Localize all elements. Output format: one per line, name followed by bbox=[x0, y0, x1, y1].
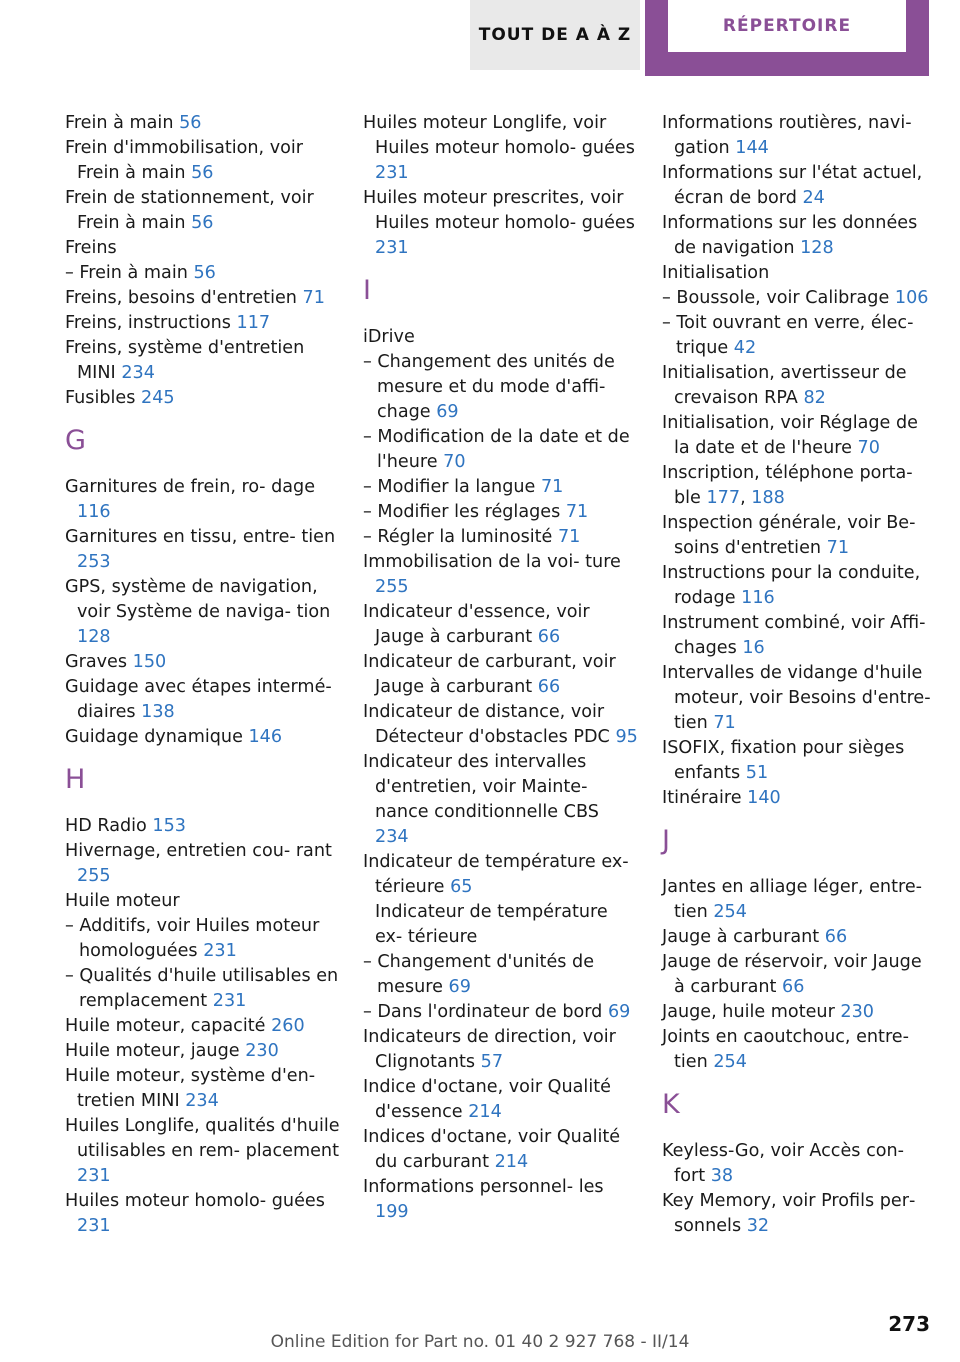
page-number: 273 bbox=[888, 1312, 930, 1336]
entry-text: Initialisation, voir Réglage de la date et de l'heure bbox=[662, 413, 918, 458]
page-reference-link[interactable]: 32 bbox=[746, 1216, 770, 1236]
page-reference-link[interactable]: 66 bbox=[537, 627, 561, 647]
page-reference-link[interactable]: 231 bbox=[77, 1166, 111, 1186]
index-entry bbox=[662, 1000, 937, 1025]
page-reference-link[interactable]: 140 bbox=[747, 788, 781, 808]
page-reference-link[interactable]: 199 bbox=[375, 1202, 409, 1222]
entry-text: Joints en caoutchouc, entre‐ tien bbox=[662, 1027, 909, 1072]
entry-text: Immobilisation de la voi‐ ture bbox=[363, 552, 621, 572]
page-reference-link[interactable]: 66 bbox=[782, 977, 805, 997]
section-letter: G bbox=[65, 425, 86, 456]
entry-text: – Régler la luminosité bbox=[363, 527, 558, 547]
entry-text: Indice d'octane, voir Qualité d'essence bbox=[363, 1077, 611, 1122]
footer-edition: Online Edition for Part no. 01 40 2 927 768 - II/14 bbox=[270, 1332, 690, 1352]
entry-text: – Changement des unités de mesure et du mode d'affi‐ chage bbox=[363, 352, 615, 422]
entry-text: Indicateur de carburant, voir Jauge à carburant bbox=[363, 652, 616, 697]
page-reference-link[interactable]: 255 bbox=[375, 577, 409, 597]
page-reference-link[interactable]: 146 bbox=[248, 727, 283, 747]
index-entry bbox=[363, 850, 638, 900]
page-reference-link[interactable]: 71 bbox=[826, 538, 850, 558]
entry-text: Jauge, huile moteur bbox=[662, 1002, 841, 1022]
index-subentry bbox=[363, 425, 638, 475]
page-reference-link[interactable]: 128 bbox=[77, 627, 111, 647]
entry-text: Huiles moteur homolo‐ guées bbox=[65, 1191, 325, 1211]
page-reference-link[interactable]: 260 bbox=[271, 1016, 305, 1036]
page-reference-link[interactable]: 24 bbox=[802, 188, 825, 208]
page-reference-link[interactable]: 71 bbox=[557, 527, 581, 547]
index-entry bbox=[363, 1125, 638, 1175]
index-entry bbox=[363, 600, 638, 650]
entry-text: Instructions pour la conduite, rodage bbox=[662, 563, 921, 608]
entry-text: – Boussole, voir Calibrage bbox=[662, 288, 895, 308]
entry-text: – Modification de la date et de l'heure bbox=[363, 427, 630, 472]
page-reference-link[interactable]: 128 bbox=[800, 238, 834, 258]
index-subentry bbox=[363, 475, 638, 500]
entry-text: – Qualités d'huile utilisables en remplacement bbox=[65, 966, 339, 1011]
index-entry bbox=[662, 361, 937, 411]
entry-text: Fusibles bbox=[65, 388, 142, 408]
chapter-tab: RÉPERTOIRE bbox=[668, 0, 906, 52]
entry-text: Garnitures de frein, ro‐ dage bbox=[65, 477, 316, 497]
page-reference-link[interactable]: 117 bbox=[236, 313, 271, 333]
page-reference-link[interactable]: 214 bbox=[494, 1152, 529, 1172]
entry-text: Informations sur les données de navigation bbox=[662, 213, 918, 258]
page-reference-link[interactable]: 71 bbox=[302, 288, 325, 308]
page-reference-link[interactable]: 231 bbox=[375, 163, 409, 183]
entry-text: Informations sur l'état actuel, écran de bord bbox=[662, 163, 923, 208]
page-reference-link[interactable]: 188 bbox=[751, 488, 785, 508]
index-entry bbox=[65, 311, 340, 336]
index-entry bbox=[65, 675, 340, 725]
entry-text: Indicateur de distance, voir Détecteur d'obstacles PDC bbox=[363, 702, 616, 747]
entry-text: Indices d'octane, voir Qualité du carburant bbox=[363, 1127, 621, 1172]
entry-text: – Frein à main bbox=[65, 263, 194, 283]
entry-text: Freins bbox=[65, 238, 117, 258]
page-reference-link[interactable]: 69 bbox=[436, 402, 459, 422]
page-reference-link[interactable]: 234 bbox=[375, 827, 409, 847]
page-reference-link[interactable]: 66 bbox=[537, 677, 561, 697]
index-subentry bbox=[65, 261, 340, 286]
page-reference-link[interactable]: 116 bbox=[77, 502, 111, 522]
entry-text: Hivernage, entretien cou‐ rant bbox=[65, 841, 332, 861]
index-entry bbox=[65, 186, 340, 236]
index-entry bbox=[65, 336, 340, 386]
entry-text: Informations personnel‐ les bbox=[363, 1177, 604, 1197]
entry-text: Huile moteur bbox=[65, 891, 180, 911]
page-reference-link[interactable]: 71 bbox=[713, 713, 736, 733]
index-entry bbox=[65, 1189, 340, 1239]
index-entry bbox=[363, 650, 638, 700]
entry-text: Frein de stationnement, voir Frein à main bbox=[65, 188, 314, 233]
entry-text: HD Radio bbox=[65, 816, 153, 836]
index-column-2 bbox=[363, 111, 638, 1225]
entry-text: Huile moteur, capacité bbox=[65, 1016, 272, 1036]
index-entry bbox=[662, 611, 937, 661]
index-subentry bbox=[662, 311, 937, 361]
section-letter: K bbox=[662, 1089, 680, 1120]
page-reference-link[interactable]: 16 bbox=[742, 638, 765, 658]
index-entry bbox=[662, 1189, 937, 1239]
index-column-3 bbox=[662, 111, 937, 1239]
page-reference-link[interactable]: 71 bbox=[540, 477, 564, 497]
page-reference-link[interactable]: 66 bbox=[824, 927, 848, 947]
index-entry bbox=[662, 786, 937, 811]
entry-text: Key Memory, voir Profils per‐ sonnels bbox=[662, 1191, 916, 1236]
page-reference-link[interactable]: 234 bbox=[185, 1091, 219, 1111]
entry-text: – Changement d'unités de mesure bbox=[363, 952, 595, 997]
entry-text: Indicateur d'essence, voir Jauge à carburant bbox=[363, 602, 590, 647]
entry-text: Keyless-Go, voir Accès con‐ fort bbox=[662, 1141, 904, 1186]
index-entry bbox=[662, 1025, 937, 1075]
page-reference-link[interactable]: 70 bbox=[857, 438, 880, 458]
index-entry bbox=[662, 211, 937, 261]
index-entry bbox=[662, 950, 937, 1000]
page-reference-link[interactable]: 51 bbox=[745, 763, 769, 783]
index-entry bbox=[65, 650, 340, 675]
entry-text: Inspection générale, voir Be‐ soins d'entretien bbox=[662, 513, 916, 558]
index-entry bbox=[662, 875, 937, 925]
entry-text: Jauge à carburant bbox=[662, 927, 825, 947]
index-entry bbox=[65, 725, 340, 750]
entry-text: Indicateur des intervalles d'entretien, voir Mainte‐ nance conditionnelle CBS bbox=[363, 752, 599, 822]
entry-text: Freins, instructions bbox=[65, 313, 237, 333]
entry-text: – Modifier les réglages bbox=[363, 502, 566, 522]
entry-text: GPS, système de navigation, voir Système de naviga‐ tion bbox=[65, 577, 331, 622]
page-reference-link[interactable]: 38 bbox=[710, 1166, 734, 1186]
index-entry bbox=[662, 661, 937, 736]
index-subentry bbox=[363, 350, 638, 425]
entry-text: Freins, système d'entretien MINI bbox=[65, 338, 305, 383]
index-entry bbox=[65, 1014, 340, 1039]
index-entry bbox=[662, 736, 937, 786]
entry-text: ISOFIX, fixation pour sièges enfants bbox=[662, 738, 905, 783]
entry-text: Huiles Longlife, qualités d'huile utilisables en rem‐ placement bbox=[65, 1116, 340, 1161]
index-column-1 bbox=[65, 111, 340, 1239]
entry-text: – Toit ouvrant en verre, élec‐ trique bbox=[662, 313, 914, 358]
index-entry bbox=[65, 386, 340, 411]
page-reference-link[interactable]: 56 bbox=[193, 263, 216, 283]
page-reference-link[interactable]: 82 bbox=[803, 388, 826, 408]
page-reference-link[interactable]: 56 bbox=[179, 113, 202, 133]
page-reference-link[interactable]: 230 bbox=[245, 1041, 279, 1061]
entry-text: Jantes en alliage léger, entre‐ tien bbox=[662, 877, 922, 922]
page-reference-link[interactable]: 231 bbox=[212, 991, 247, 1011]
index-entry bbox=[662, 561, 937, 611]
index-entry bbox=[363, 186, 638, 261]
index-entry bbox=[65, 236, 340, 261]
page-reference-link[interactable]: 69 bbox=[607, 1002, 631, 1022]
page-reference-link[interactable]: 57 bbox=[480, 1052, 504, 1072]
page-reference-link[interactable]: 255 bbox=[77, 866, 111, 886]
entry-text: Jauge de réservoir, voir Jauge à carburant bbox=[662, 952, 922, 997]
index-entry bbox=[363, 550, 638, 600]
entry-text: Huile moteur, système d'en‐ tretien MINI bbox=[65, 1066, 316, 1111]
index-entry bbox=[65, 525, 340, 575]
entry-text: Huiles moteur Longlife, voir Huiles moteur homolo‐ guées bbox=[363, 113, 635, 158]
index-entry bbox=[662, 161, 937, 211]
entry-text: – Additifs, voir Huiles moteur homologuées bbox=[65, 916, 320, 961]
page-reference-link[interactable]: 95 bbox=[615, 727, 638, 747]
entry-text: Initialisation, avertisseur de crevaison RPA bbox=[662, 363, 907, 408]
entry-text: Informations routières, navi‐ gation bbox=[662, 113, 912, 158]
page-reference-link[interactable]: 56 bbox=[191, 163, 214, 183]
page-reference-link[interactable]: 231 bbox=[203, 941, 237, 961]
index-entry bbox=[65, 889, 340, 914]
entry-text: iDrive bbox=[363, 327, 415, 347]
entry-text: Indicateur de température ex‐ térieure bbox=[375, 902, 608, 947]
entry-text: Frein d'immobilisation, voir Frein à main bbox=[65, 138, 304, 183]
index-entry bbox=[662, 1139, 937, 1189]
page-reference-link[interactable]: 230 bbox=[840, 1002, 874, 1022]
index-entry bbox=[65, 575, 340, 650]
page-reference-link[interactable]: 234 bbox=[121, 363, 155, 383]
index-entry bbox=[363, 1175, 638, 1225]
index-entry bbox=[363, 325, 638, 350]
index-entry bbox=[65, 1064, 340, 1114]
entry-text: Frein à main bbox=[65, 113, 180, 133]
index-entry bbox=[662, 111, 937, 161]
page-reference-link[interactable]: 144 bbox=[735, 138, 769, 158]
index-entry bbox=[363, 700, 638, 750]
index-entry bbox=[65, 111, 340, 136]
entry-text: Freins, besoins d'entretien bbox=[65, 288, 303, 308]
index-entry: Inscription, téléphone porta‐ ble 177, 188 bbox=[662, 463, 913, 508]
entry-text: – Dans l'ordinateur de bord bbox=[363, 1002, 608, 1022]
entry-text: Intervalles de vidange d'huile moteur, voir Besoins d'entre‐ tien bbox=[662, 663, 931, 733]
index-subentry bbox=[65, 964, 340, 1014]
index-subentry bbox=[363, 525, 638, 550]
index-entry bbox=[662, 261, 937, 286]
entry-text: Huiles moteur prescrites, voir Huiles moteur homolo‐ guées bbox=[363, 188, 635, 233]
section-label: TOUT DE A À Z bbox=[470, 0, 640, 70]
section-letter: I bbox=[363, 275, 371, 306]
entry-text: Instrument combiné, voir Affi‐ chages bbox=[662, 613, 926, 658]
page-reference-link[interactable]: 71 bbox=[565, 502, 589, 522]
entry-text: Initialisation bbox=[662, 263, 770, 283]
page-reference-link[interactable]: 56 bbox=[191, 213, 214, 233]
entry-text: Huile moteur, jauge bbox=[65, 1041, 246, 1061]
index-entry bbox=[363, 111, 638, 186]
page-reference-link[interactable]: 254 bbox=[713, 902, 747, 922]
page-reference-link[interactable]: 231 bbox=[77, 1216, 111, 1236]
index-entry bbox=[65, 839, 340, 889]
index-entry bbox=[662, 511, 937, 561]
page-reference-link[interactable]: 65 bbox=[450, 877, 473, 897]
index-entry bbox=[363, 750, 638, 850]
page-reference-link[interactable]: 70 bbox=[443, 452, 466, 472]
page-reference-link[interactable]: 254 bbox=[713, 1052, 747, 1072]
page-reference-link[interactable]: 214 bbox=[468, 1102, 502, 1122]
index-entry bbox=[363, 900, 638, 950]
entry-text: Indicateur de température ex‐ térieure bbox=[363, 852, 629, 897]
index-entry bbox=[65, 286, 340, 311]
page-reference-link[interactable]: 231 bbox=[375, 238, 409, 258]
section-letter: H bbox=[65, 764, 86, 795]
page-header bbox=[0, 0, 960, 78]
index-entry bbox=[363, 1075, 638, 1125]
entry-text: Itinéraire bbox=[662, 788, 748, 808]
index-entry bbox=[363, 1025, 638, 1075]
section-letter: J bbox=[662, 825, 670, 856]
index-entry bbox=[65, 814, 340, 839]
entry-text: Guidage avec étapes intermé‐ diaires bbox=[65, 677, 332, 722]
index-entry bbox=[662, 925, 937, 950]
index-entry bbox=[65, 1039, 340, 1064]
entry-text: Graves bbox=[65, 652, 133, 672]
page-reference-link[interactable]: 153 bbox=[152, 816, 186, 836]
entry-text: Garnitures en tissu, entre‐ tien bbox=[65, 527, 336, 547]
entry-text: Guidage dynamique bbox=[65, 727, 249, 747]
index-subentry bbox=[363, 500, 638, 525]
chapter-tab-band bbox=[645, 0, 929, 76]
index-subentry bbox=[662, 286, 937, 311]
entry-text: Inscription, téléphone porta‐ ble bbox=[662, 463, 913, 508]
page-reference-link[interactable]: 116 bbox=[741, 588, 775, 608]
index-entry bbox=[65, 136, 340, 186]
index-entry bbox=[65, 475, 340, 525]
entry-text: – Modifier la langue bbox=[363, 477, 541, 497]
index-subentry bbox=[363, 1000, 638, 1025]
index-subentry bbox=[363, 950, 638, 1000]
page-reference-link[interactable]: 150 bbox=[132, 652, 167, 672]
page-reference-link[interactable]: 245 bbox=[141, 388, 175, 408]
page-reference-link[interactable]: 42 bbox=[733, 338, 757, 358]
index-subentry bbox=[65, 914, 340, 964]
page-reference-link[interactable]: 106 bbox=[894, 288, 929, 308]
page-reference-link[interactable]: 138 bbox=[141, 702, 175, 722]
page-reference-link[interactable]: 177 bbox=[706, 488, 741, 508]
page-reference-link[interactable]: 253 bbox=[77, 552, 111, 572]
page-reference-link[interactable]: 69 bbox=[448, 977, 471, 997]
entry-text: Indicateurs de direction, voir Clignotants bbox=[363, 1027, 616, 1072]
index-entry bbox=[662, 411, 937, 461]
index-entry bbox=[65, 1114, 340, 1189]
